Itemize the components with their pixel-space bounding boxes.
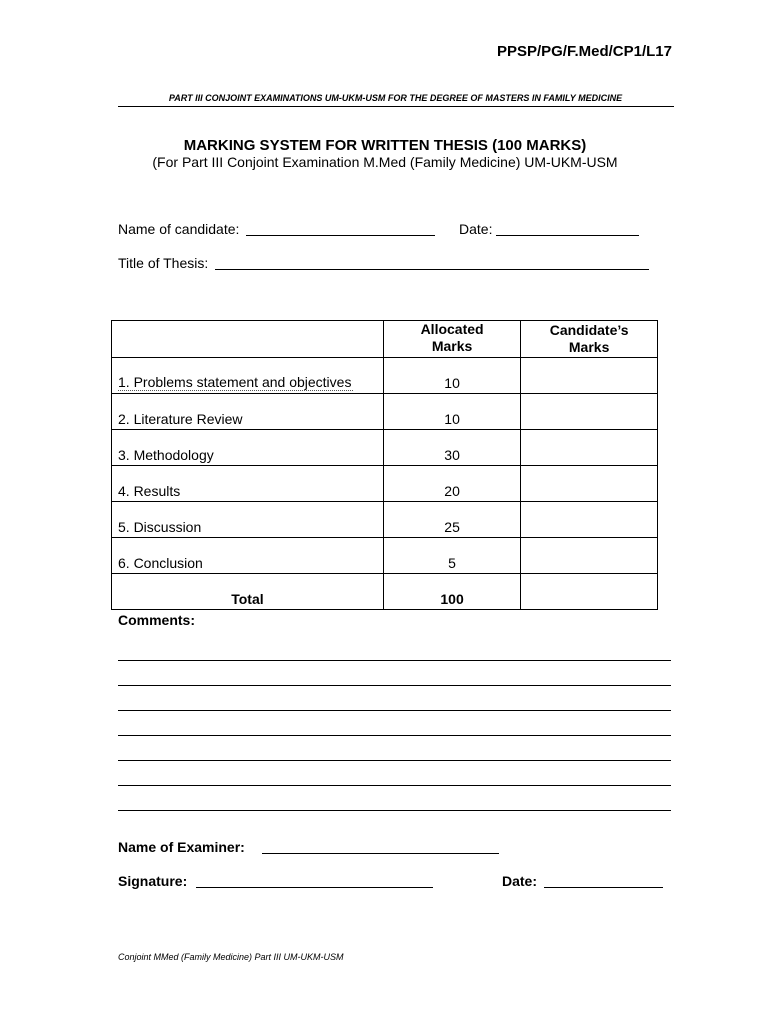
footer-text: Conjoint MMed (Family Medicine) Part III UM-UKM-USM (118, 952, 344, 962)
comment-line[interactable] (118, 685, 671, 686)
candidate-marks-cell[interactable] (521, 538, 658, 574)
comment-line[interactable] (118, 760, 671, 761)
table-row (112, 466, 658, 502)
candidate-marks-cell[interactable] (521, 430, 658, 466)
table-row (112, 502, 658, 538)
candidate-name-label: Name of candidate: (118, 221, 240, 237)
allocated-marks: 25 (383, 502, 520, 538)
header-criterion (112, 321, 384, 358)
candidate-name-field[interactable] (246, 235, 435, 236)
comment-line[interactable] (118, 710, 671, 711)
criterion-label: 4. Results (118, 483, 181, 499)
table-row (112, 358, 658, 394)
thesis-title-label: Title of Thesis: (118, 255, 209, 271)
total-label: Total (112, 574, 384, 610)
signoff-date-label: Date: (502, 873, 538, 889)
signature-label: Signature: (118, 873, 188, 889)
allocated-marks: 20 (383, 466, 520, 502)
candidate-marks-cell[interactable] (521, 358, 658, 394)
allocated-marks: 30 (383, 430, 520, 466)
comment-line[interactable] (118, 660, 671, 661)
allocated-marks: 10 (383, 358, 520, 394)
header-text: PART III CONJOINT EXAMINATIONS UM-UKM-USM FOR THE DEGREE OF MASTERS IN FAMILY MEDICINE (168, 93, 623, 103)
comments-label: Comments: (118, 612, 196, 628)
date-label: Date: (459, 221, 493, 237)
document-code: PPSP/PG/F.Med/CP1/L17 (496, 43, 672, 60)
header-candidate-marks: Candidate’s Marks (521, 321, 658, 358)
page-subtitle: (For Part III Conjoint Examination M.Med (Family Medicine) UM-UKM-USM (152, 154, 618, 170)
examiner-name-field[interactable] (262, 853, 499, 854)
criterion-label: 1. Problems statement and objectives (118, 374, 352, 390)
page-title: MARKING SYSTEM FOR WRITTEN THESIS (100 MARKS) (183, 137, 587, 154)
criterion-label: 2. Literature Review (118, 411, 243, 427)
comment-line[interactable] (118, 735, 671, 736)
thesis-title-field[interactable] (215, 269, 649, 270)
marks-table (111, 320, 658, 610)
table-row (112, 394, 658, 430)
criterion-label: 5. Discussion (118, 519, 202, 535)
table-row (112, 538, 658, 574)
criterion-label: 3. Methodology (118, 447, 214, 463)
signoff-date-field[interactable] (544, 887, 663, 888)
date-field[interactable] (496, 235, 639, 236)
table-header-row (112, 321, 658, 358)
allocated-marks: 10 (383, 394, 520, 430)
total-value: 100 (383, 574, 520, 610)
candidate-marks-cell[interactable] (521, 502, 658, 538)
allocated-marks: 5 (383, 538, 520, 574)
examiner-name-label: Name of Examiner: (118, 839, 245, 855)
comment-line[interactable] (118, 810, 671, 811)
criterion-label: 6. Conclusion (118, 555, 203, 571)
total-row (112, 574, 658, 610)
candidate-marks-cell[interactable] (521, 394, 658, 430)
table-row (112, 430, 658, 466)
header-allocated-marks: Allocated Marks (383, 321, 520, 358)
comment-line[interactable] (118, 785, 671, 786)
header-rule (118, 106, 674, 107)
signature-field[interactable] (196, 887, 433, 888)
candidate-marks-cell[interactable] (521, 466, 658, 502)
candidate-total-cell[interactable] (521, 574, 658, 610)
